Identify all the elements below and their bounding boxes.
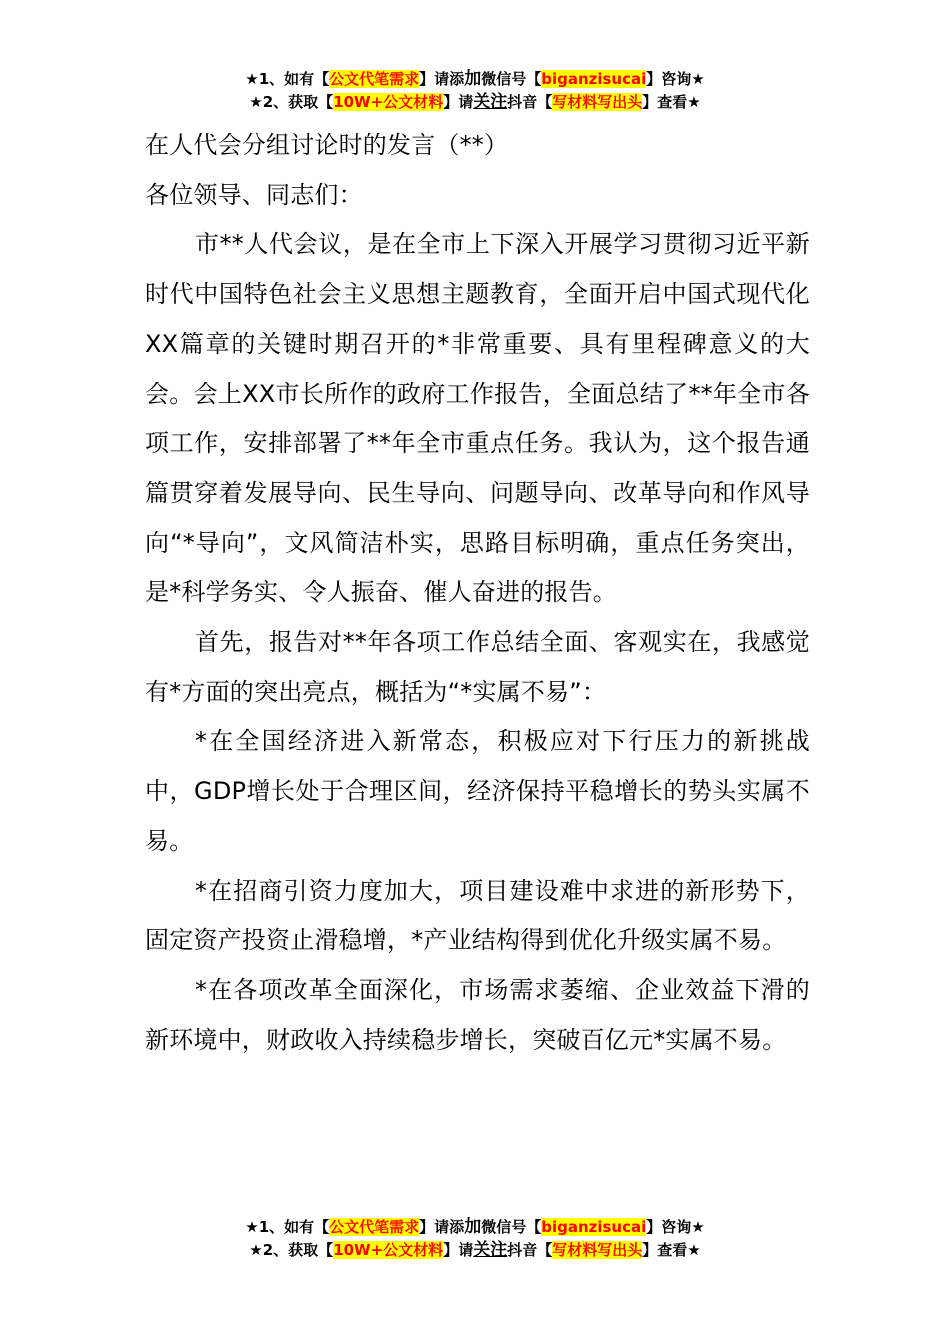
paragraph: *在招商引资力度加大，项目建设难中求进的新形势下，固定资产投资止滑稳增，*产业结构得到优化升级实属不易。 (145, 876, 810, 955)
document-body (145, 121, 810, 1065)
bottom-banner (0, 1216, 950, 1262)
top-banner (0, 68, 950, 114)
banner-highlight: 公文代笔需求 (329, 70, 420, 88)
banner-line-2 (0, 1239, 950, 1262)
banner-text: 微信号【 (481, 70, 542, 88)
banner-highlight: 公文代笔需求 (329, 1218, 420, 1236)
banner-text: 】请添 (419, 70, 465, 88)
paragraph: 市**人代会议，是在全市上下深入开展学习贯彻习近平新时代中国特色社会主义思想主题教育，全面开启中国式现代化XX篇章的关键时期召开的*非常重要、具有里程碑意义的大会。会上XX市长所作的政府工作报告，全面总结了**年全市各项工作，安排部署了**年全市重点任务。我认为，这个报告通篇贯穿着发展导向、民生导向、问题导向、改革导向和作风导向“*导向”，文风简洁朴实，思路目标明确，重点任务突出，是*科学务实、令人振奋、催人奋进的报告。 (145, 230, 810, 607)
banner-text: 】咨询★ (646, 1218, 705, 1236)
banner-emphasis: 关注 (473, 92, 508, 112)
banner-emphasis: 加 (464, 1217, 482, 1237)
banner-text: 】查看★ (642, 1241, 701, 1259)
banner-highlight: biganzisucai (541, 70, 647, 88)
banner-text: ★1、如有【 (245, 70, 330, 88)
banner-highlight: 10W+公文材料 (333, 93, 444, 111)
banner-text: ★2、获取【 (249, 93, 334, 111)
document-title: 在人代会分组讨论时的发言（**） (145, 131, 509, 159)
banner-text: 】请添 (419, 1218, 465, 1236)
banner-emphasis: 关注 (473, 1240, 508, 1260)
paragraph: *在全国经济进入新常态，积极应对下行压力的新挑战中，GDP增长处于合理区间，经济保持平稳增长的势头实属不易。 (145, 727, 810, 855)
banner-highlight: 写材料写出头 (552, 93, 643, 111)
paragraph: 首先，报告对**年各项工作总结全面、客观实在，我感觉有*方面的突出亮点，概括为“*实属不易”： (145, 628, 810, 706)
banner-text: 】请 (443, 1241, 474, 1259)
banner-text: 微信号【 (481, 1218, 542, 1236)
banner-highlight: 10W+公文材料 (333, 1241, 444, 1259)
banner-line-1 (0, 68, 950, 91)
banner-text: 抖音【 (507, 93, 553, 111)
banner-emphasis: 加 (464, 69, 482, 89)
banner-line-2 (0, 91, 950, 114)
banner-text: ★1、如有【 (245, 1218, 330, 1236)
paragraph: *在各项改革全面深化，市场需求萎缩、企业效益下滑的新环境中，财政收入持续稳步增长，突破百亿元*实属不易。 (145, 975, 810, 1054)
banner-text: 】查看★ (642, 93, 701, 111)
banner-text: 】咨询★ (646, 70, 705, 88)
banner-text: 】请 (443, 93, 474, 111)
banner-text: ★2、获取【 (249, 1241, 334, 1259)
salutation: 各位领导、同志们： (145, 180, 363, 209)
banner-text: 抖音【 (507, 1241, 553, 1259)
banner-line-1 (0, 1216, 950, 1239)
banner-highlight: 写材料写出头 (552, 1241, 643, 1259)
banner-highlight: biganzisucai (541, 1218, 647, 1236)
